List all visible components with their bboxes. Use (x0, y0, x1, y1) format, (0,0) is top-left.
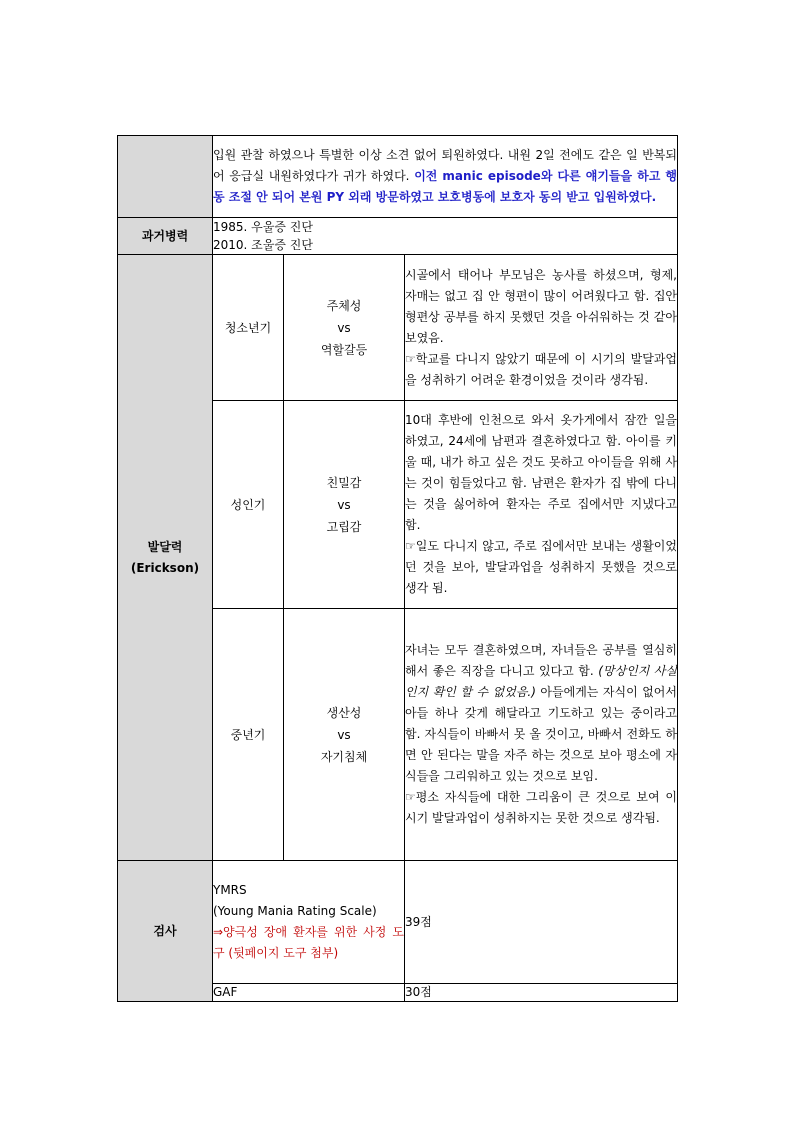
stage-description: 10대 후반에 인천으로 와서 옷가게에서 잠깐 일을 하였고, 24세에 남편과 결혼하였다고 함. 아이를 키울 때, 내가 하고 싶은 것도 못하고 아이들을 위해 사는 것이 힘들었다고 함. 남편은 환자가 집 밖에 다니는 것을 싫어하여 환자는 주로 집에서만 지냈다고 함. (405, 413, 677, 532)
stage-vs: vs (337, 320, 351, 335)
ymrs-full-name: (Young Mania Rating Scale) (213, 904, 377, 918)
test-label: 검사 (118, 861, 213, 1002)
stage-name: 성인기 (213, 401, 284, 609)
past-history-label: 과거병력 (118, 218, 213, 255)
stage-description-cell (405, 609, 678, 861)
past-history-line: 2010. 조울증 진단 (213, 238, 313, 252)
stage-task-cell (284, 609, 405, 861)
stage-description-cell (405, 401, 678, 609)
stage-name: 중년기 (213, 609, 284, 861)
past-history-row (118, 218, 678, 255)
stage-task-b: 고립감 (326, 519, 362, 534)
stage-description: 시골에서 태어나 부모님은 농사를 하셨으며, 형제, 자매는 없고 집 안 형편이 많이 어려웠다고 함. 집안 형편상 공부를 하지 못했던 것을 아쉬워하는 것 같아 보였음. (405, 267, 677, 345)
development-label-cell (118, 255, 213, 861)
stage-vs: vs (337, 497, 351, 512)
past-history-cell (213, 218, 678, 255)
stage-description-italic: (망상인지 사실인지 확인 할 수 없었음.) (405, 664, 677, 699)
intro-text: 입원 관찰 하였으나 특별한 이상 소견 없어 퇴원하였다. 내원 2일 전에도 같은 일 반복되어 응급실 내원하였다가 귀가 하였다. (213, 148, 677, 183)
ymrs-name: YMRS (213, 883, 247, 897)
stage-note: ☞일도 다니지 않고, 주로 집에서만 보내는 생활이었던 것을 보아, 발달과업을 성취하지 못했을 것으로 생각 됨. (405, 539, 677, 595)
stage-vs: vs (337, 727, 351, 742)
intro-row (118, 136, 678, 218)
stage-task-cell (284, 401, 405, 609)
stage-description: 자녀는 모두 결혼하였으며, 자녀들은 공부를 열심히 해서 좋은 직장을 다니고 있다고 함. (405, 643, 677, 678)
stage-task-a: 주체성 (326, 298, 362, 313)
stage-note: ☞학교를 다니지 않았기 때문에 이 시기의 발달과업을 성취하기 어려운 환경이었을 것이라 생각됨. (405, 351, 677, 387)
development-row (118, 255, 678, 401)
ymrs-score: 39점 (405, 861, 678, 984)
assessment-table (117, 135, 678, 1002)
stage-task-b: 역할갈등 (320, 342, 368, 357)
ymrs-note: ⇒양극성 장애 환자를 위한 사정 도구 (뒷페이지 도구 첨부) (213, 925, 404, 960)
stage-task-b: 자기침체 (320, 749, 368, 764)
stage-name: 청소년기 (213, 255, 284, 401)
development-sublabel: (Erickson) (130, 560, 200, 575)
stage-note: ☞평소 자식들에 대한 그리움이 큰 것으로 보여 이 시기 발달과업이 성취하지는 못한 것으로 생각됨. (405, 790, 677, 825)
stage-task-a: 생산성 (326, 705, 362, 720)
gaf-name: GAF (213, 984, 405, 1002)
gaf-score: 30점 (405, 984, 678, 1002)
intro-cell (213, 136, 678, 218)
stage-task-a: 친밀감 (326, 475, 362, 490)
stage-description-cell (405, 255, 678, 401)
past-history-line: 1985. 우울증 진단 (213, 220, 313, 234)
intro-header-cell (118, 136, 213, 218)
stage-description: 아들에게는 자식이 없어서 아들 하나 갖게 해달라고 기도하고 있는 중이라고 함. 자식들이 바빠서 못 올 것이고, 바빠서 전화도 하면 안 된다는 말을 자주 하는 것으로 보아 평소에 자식들을 그리워하고 있는 것으로 보임. (405, 685, 677, 783)
stage-task-cell (284, 255, 405, 401)
intro-highlight-text: 이전 manic episode와 다른 얘기들을 하고 행동 조절 안 되어 본원 PY 외래 방문하였고 보호병동에 보호자 동의 받고 입원하였다. (213, 169, 677, 204)
development-label: 발달력 (147, 539, 183, 554)
ymrs-cell (213, 861, 405, 984)
test-row (118, 861, 678, 984)
